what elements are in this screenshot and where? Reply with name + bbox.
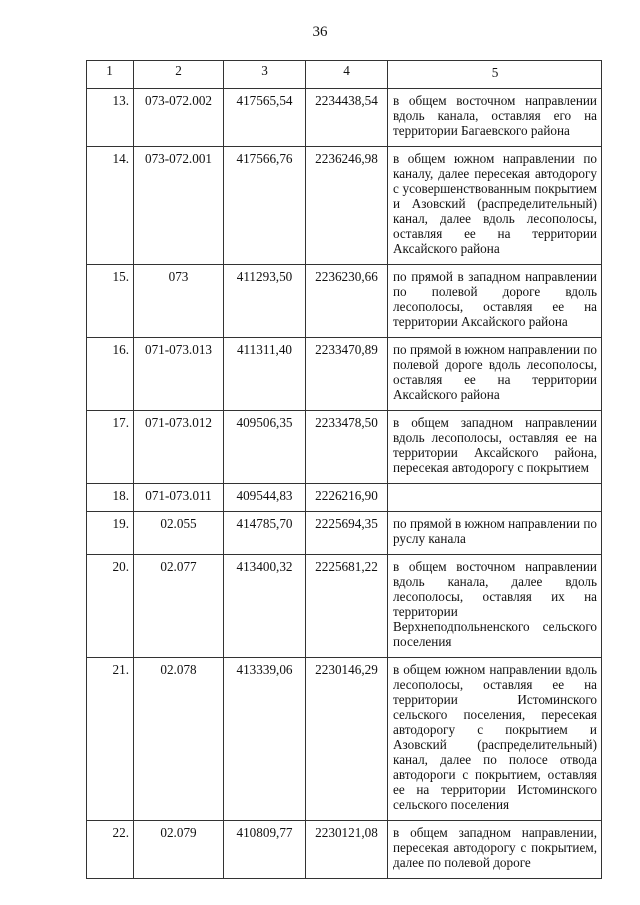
boundary-description: в общем западном направлении, пересекая автодорогу с покрытием, далее по полевой дороге [388,821,602,879]
boundary-description: в общем южном направлении по каналу, далее пересекая автодорогу с усовершенствованным покрытием и Азовский (распределительный) канал, далее вдоль лесополосы, оставляя ее на территории Аксайского района [388,147,602,265]
table-row [87,512,602,555]
point-code: 02.078 [134,658,224,821]
coordinate-x: 413339,06 [224,658,306,821]
boundary-description: в общем западном направлении вдоль лесополосы, оставляя ее на территории Аксайского района, пересекая автодорогу с покрытием [388,411,602,484]
point-code: 02.077 [134,555,224,658]
table-row [87,338,602,411]
row-number: 17. [87,411,134,484]
column-header-2: 2 [134,61,224,89]
coordinate-x: 417566,76 [224,147,306,265]
coordinate-y: 2234438,54 [306,89,388,147]
table-header [87,61,602,89]
table-body [87,89,602,879]
coordinate-x: 411293,50 [224,265,306,338]
row-number: 22. [87,821,134,879]
point-code: 071-073.013 [134,338,224,411]
coordinate-x: 411311,40 [224,338,306,411]
table-row [87,658,602,821]
coordinate-y: 2225681,22 [306,555,388,658]
column-header-4: 4 [306,61,388,89]
row-number: 16. [87,338,134,411]
point-code: 02.079 [134,821,224,879]
point-code: 071-073.012 [134,411,224,484]
row-number: 15. [87,265,134,338]
row-number: 19. [87,512,134,555]
table-row [87,265,602,338]
boundary-description: в общем восточном направлении вдоль канала, оставляя его на территории Багаевского района [388,89,602,147]
row-number: 14. [87,147,134,265]
coordinate-y: 2225694,35 [306,512,388,555]
coordinate-y: 2226216,90 [306,484,388,512]
coordinate-y: 2233470,89 [306,338,388,411]
column-header-5: 5 [388,61,602,89]
table-row [87,555,602,658]
row-number: 13. [87,89,134,147]
table-row [87,821,602,879]
point-code: 071-073.011 [134,484,224,512]
coordinate-x: 409506,35 [224,411,306,484]
coordinate-x: 414785,70 [224,512,306,555]
coordinate-x: 413400,32 [224,555,306,658]
coordinate-y: 2236230,66 [306,265,388,338]
coordinate-y: 2230121,08 [306,821,388,879]
table-row [87,147,602,265]
row-number: 20. [87,555,134,658]
boundary-description: в общем восточном направлении вдоль канала, далее вдоль лесополосы, оставляя их на территории Верхнеподпольненского сельского поселения [388,555,602,658]
coordinate-y: 2230146,29 [306,658,388,821]
boundary-description: в общем южном направлении вдоль лесополосы, оставляя ее на территории Истоминского сельского поселения, пересекая автодорогу с покрытием и Азовский (распределительный) канал, далее по полосе отвода автодороги с покрытием, оставляя ее на территории Истоминского сельского поселения [388,658,602,821]
row-number: 18. [87,484,134,512]
page-number: 36 [312,24,328,40]
table-row [87,484,602,512]
table-row [87,89,602,147]
boundary-description: по прямой в южном направлении по руслу канала [388,512,602,555]
column-header-1: 1 [87,61,134,89]
coordinate-x: 409544,83 [224,484,306,512]
row-number: 21. [87,658,134,821]
boundary-description: по прямой в южном направлении по полевой дороге вдоль лесополосы, оставляя ее на территории Аксайского района [388,338,602,411]
point-code: 073-072.001 [134,147,224,265]
coordinate-y: 2233478,50 [306,411,388,484]
boundary-coordinates-table [86,60,602,879]
point-code: 073 [134,265,224,338]
coordinate-x: 417565,54 [224,89,306,147]
column-header-3: 3 [224,61,306,89]
coordinate-x: 410809,77 [224,821,306,879]
boundary-description [388,484,602,512]
point-code: 073-072.002 [134,89,224,147]
table-header-row [87,61,602,89]
boundary-description: по прямой в западном направлении по полевой дороге вдоль лесополосы, оставляя ее на территории Аксайского района [388,265,602,338]
point-code: 02.055 [134,512,224,555]
table-row [87,411,602,484]
coordinate-y: 2236246,98 [306,147,388,265]
